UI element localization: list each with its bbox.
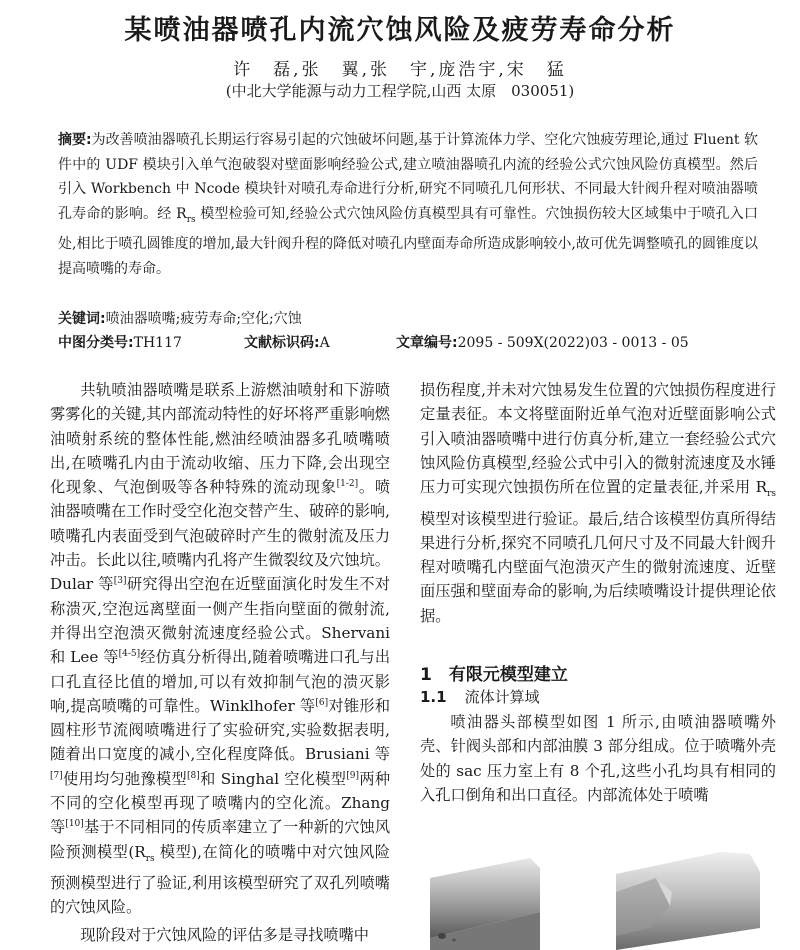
document-code xyxy=(244,332,330,352)
abstract-subscript: rs xyxy=(186,214,196,225)
citation: [8] xyxy=(187,770,200,781)
citation: [7] xyxy=(50,770,63,781)
nozzle-model-figure xyxy=(420,832,776,950)
abstract xyxy=(58,128,758,281)
keywords-text: 喷油器喷嘴;疲劳寿命;空化;穴蚀 xyxy=(105,311,302,327)
citation: [1-2] xyxy=(336,479,359,490)
subscript: rs xyxy=(145,853,155,864)
doc-label: 文献标识码: xyxy=(244,335,320,351)
section-title: 流体计算域 xyxy=(464,688,540,706)
citation: [6] xyxy=(315,697,329,708)
paper-title: 某喷油器喷孔内流穴蚀风险及疲劳寿命分析 xyxy=(124,15,676,46)
article-number xyxy=(396,332,689,352)
clc-label: 中图分类号: xyxy=(58,335,134,351)
nozzle-body-right xyxy=(616,852,760,950)
citation: [10] xyxy=(65,819,84,830)
section-number: 1.1 xyxy=(420,688,447,706)
right-column-top xyxy=(420,378,776,628)
citation: [9] xyxy=(346,770,360,781)
abstract-text-2: 模型检验可知,经验公式穴蚀风险仿真模型具有可靠性。穴蚀损伤较大区域集中于喷孔入口处,相比于喷孔圆锥度的增加,最大针阀升程的降低对喷孔内壁面寿命所造成影响较小,故可优先调整喷孔的圆锥度以提高喷嘴的寿命。 xyxy=(58,205,758,277)
nozzle-body-left xyxy=(430,858,540,950)
affiliation: (中北大学能源与动力工程学院,山西 太原 030051) xyxy=(225,82,575,100)
keywords-label: 关键词: xyxy=(58,311,106,327)
citation: [4-5] xyxy=(118,649,141,660)
authors: 许 磊,张 翼,张 宇,庞浩宇,宋 猛 xyxy=(233,60,567,80)
left-column xyxy=(50,378,390,947)
right-paragraph-2: 喷油器头部模型如图 1 所示,由喷油器喷嘴外壳、针阀头部和内部油膜 3 部分组成。位于喷嘴外壳处的 sac 压力室上有 8 个孔,这些小孔均具有相同的入孔口倒角和出口直径。内部流体处于喷嘴 xyxy=(420,713,776,804)
left-paragraph-2: 现阶段对于穴蚀风险的评估多是寻找喷嘴中 xyxy=(80,925,369,944)
doc-value: A xyxy=(319,335,330,351)
subscript: rs xyxy=(767,489,776,500)
section-heading-1-1 xyxy=(420,686,540,707)
art-value: 2095 - 509X(2022)03 - 0013 - 05 xyxy=(457,335,689,351)
clc-number xyxy=(58,332,182,352)
citation: [3] xyxy=(113,576,127,587)
art-label: 文章编号: xyxy=(396,335,458,351)
left-paragraph-1: 共轨喷油器喷嘴是联系上游燃油喷射和下游喷雾雾化的关键,其内部流动特性的好坏将严重影响燃油喷射系统的整体性能,燃油经喷油器多孔喷嘴喷出,在喷嘴孔内由于流动收缩、压力下降,会出现空化现象、气泡倒吸等各种特殊的流动现象[1-2]。喷油器喷嘴在工作时受空化泡交替产生、破碎的影响,喷嘴孔内表面受到气泡破碎时产生的微射流及压力冲击。长此以往,喷嘴内孔将产生微裂纹及穴蚀坑。Dular 等[3]研究得出空泡在近壁面演化时发生不对称溃灭,空泡远离壁面一侧产生指向壁面的微射流,并得出空泡溃灭微射流速度经验公式。Shervani 和 Lee 等[4-5]经仿真分析得出,随着喷嘴进口孔与出口孔直径比值的增加,可以有效抑制气泡的溃灭影响,提高喷嘴的可靠性。Winklhofer 等[6]对锥形和圆柱形节流阀喷嘴进行了实验研究,实验数据表明,随着出口宽度的减小,空化程度降低。Brusiani 等[7]使用均匀弛豫模型[8]和 Singhal 空化模型[9]两种不同的空化模型再现了喷嘴内的空化流。Zhang 等[10]基于不同相同的传质率建立了一种新的穴蚀风险预测模型($R_{rs}$ 模型),在简化的喷嘴中对穴蚀风险预测模型进行了验证,利用该模型研究了双孔列喷嘴的穴蚀风险。 xyxy=(50,381,391,917)
clc-value: TH117 xyxy=(133,335,182,351)
keywords xyxy=(58,308,758,328)
abstract-label: 摘要: xyxy=(58,132,92,148)
abstract-text-1: 为改善喷油器喷孔长期运行容易引起的穴蚀破坏问题,基于计算流体力学、空化穴蚀疲劳理论,通过 Fluent 软件中的 UDF 模块引入单气泡破裂对壁面影响经验公式,建立喷油器喷孔内流的经验公式穴蚀风险仿真模型。然后引入 Workbench 中 Ncode 模块针对喷孔寿命进行分析,研究不同喷孔几何形状、不同最大针阀升程对喷油器喷孔寿命的影响。经 R xyxy=(58,132,758,222)
right-paragraph-1: 损伤程度,并未对穴蚀易发生位置的穴蚀损伤程度进行定量表征。本文将壁面附近单气泡对近壁面影响公式引入喷油器喷嘴中进行仿真分析,建立一套经验公式穴蚀风险仿真模型,经验公式中引入的微射流速度及水锤压力可实现穴蚀损伤所在位置的定量表征,并采用 $R_{rs}$ 模型对该模型进行验证。最后,结合该模型仿真所得结果进行分析,探究不同喷孔几何尺寸及不同最大针阀升程对喷嘴孔内壁面气泡溃灭产生的微射流速度、近壁面压强和壁面寿命的影响,为后续喷嘴设计提供理论依据。 xyxy=(420,381,776,625)
right-column-bottom xyxy=(420,710,776,807)
section-heading-1: 1 有限元模型建立 xyxy=(420,665,568,685)
